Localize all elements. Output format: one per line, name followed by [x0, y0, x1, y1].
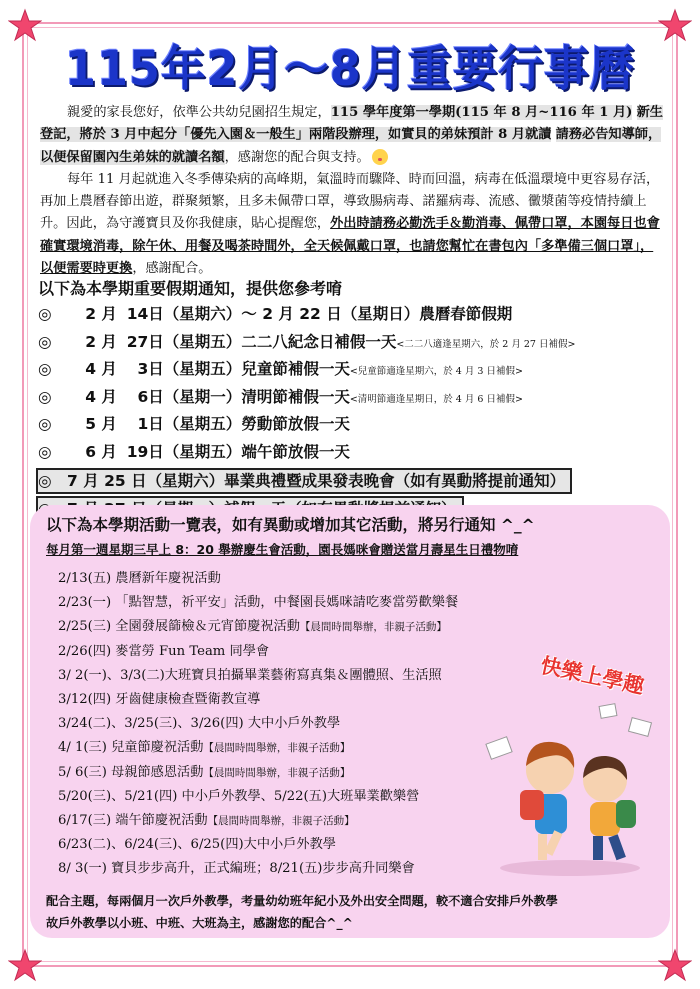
bullet-symbol: ◎	[38, 442, 52, 461]
intro-highlight: 請務必告知導師，以便保留園內生弟妹的就讀名額	[40, 127, 662, 165]
activity-text: 8/ 3(一) 寶貝步步高升，正式編班；8/21(五)步步高升同樂會	[58, 861, 415, 877]
activity-note: 【晨間時間舉辦，非親子活動】	[299, 621, 447, 634]
intro-text: 親愛的家長您好，依準公共幼兒園招生規定，	[67, 105, 331, 120]
holiday-row: ◎ 4 月 3日（星期五）兒童節補假一天<兒童節適逢星期六，於 4 月 3 日補假>	[38, 357, 668, 385]
kids-running-illustration	[480, 700, 660, 880]
bullet-symbol: ◎	[38, 305, 52, 323]
holiday-row: ◎ 2 月 27日（星期五）二二八紀念日補假一天<二二八適逢星期六，於 2 月 27 日補假>	[38, 330, 668, 358]
star-icon	[658, 948, 692, 982]
holiday-event: 端午節放假一天	[241, 442, 350, 461]
holiday-month: 6	[85, 442, 96, 461]
page-title: 115年2月～8月重要行事曆	[64, 41, 636, 97]
activity-text: 3/24(二)、3/25(三)、3/26(四) 大中小戶外教學	[58, 716, 341, 732]
intro-underlined: 外出時請務必勤洗手＆勤消毒、佩帶口罩，本園每日也會確實環境消毒，除午休、用餐及喝茶時間外，全天候佩戴口罩，也請您幫忙在書包內「多準備三個口罩」，以便需要時更換	[40, 216, 660, 277]
activity-item	[58, 640, 618, 664]
intro-text: 每年 11 月起就進入冬季傳染病的高峰期，氣溫時而驟降、時而回溫，病毒在低溫環境中更容易存活，再加上農曆春節出遊，群聚頻繁，且多未佩帶口罩，導致腸病毒、諾羅病毒、流感、黴漿菌等疫情持續上升。因此，為守護寶貝及你我健康，貼心提醒您，	[40, 171, 660, 232]
activity-footer	[46, 890, 666, 934]
holiday-row: ◎ 5 月 1日（星期五）勞動節放假一天	[38, 412, 668, 440]
intro-paragraph-2	[40, 169, 665, 280]
holiday-month: 2	[85, 332, 96, 351]
activity-text: 3/12(四) 牙齒健康檢查暨衛教宣導	[58, 691, 261, 707]
holiday-weekday: 日（星期五）	[148, 360, 242, 378]
activity-heading: 以下為本學期活動一覽表，如有異動或增加其它活動，將另行通知 ^_^	[46, 516, 535, 534]
holiday-weekday: 日（星期一）	[148, 387, 242, 406]
activity-item	[58, 664, 618, 688]
holiday-event: 兒童節補假一天	[241, 360, 350, 378]
activity-text: 3/ 2(一)、3/3(二)大班寶貝拍攝畢業藝術寫真集＆團體照、生活照	[58, 667, 442, 683]
holiday-event: 勞動節放假一天	[241, 415, 350, 433]
holiday-month: 2	[85, 305, 96, 323]
intro-highlight: 新生登記，將於 3 月中起分「優先入園＆一般生」兩階段辦理，如實貝的弟妹預計 8 月就讀	[40, 105, 663, 143]
bullet-symbol: ◎	[38, 332, 52, 351]
holiday-row: ◎ 2 月 14日（星期六）～ 2 月 22 日（星期日）農曆春節假期	[38, 302, 668, 330]
holiday-heading: 以下為本學期重要假期通知，提供您參考唷	[38, 279, 343, 298]
bullet-symbol: ◎	[38, 360, 52, 378]
activity-item	[58, 591, 618, 615]
activity-text: 2/23(一) 「點智慧，祈平安」活動，中餐園長媽咪請吃麥當勞歡樂餐	[58, 595, 459, 611]
activity-text: 2/13(五) 農曆新年慶祝活動	[58, 571, 221, 586]
intro-section	[40, 102, 665, 280]
holiday-day: 19	[126, 442, 149, 461]
holiday-weekday: 日（星期五）	[148, 442, 242, 461]
star-icon	[8, 948, 42, 982]
activity-note: 【晨間時間舉辦，非親子活動】	[203, 766, 351, 779]
happy-school-sticker: 快樂上學趣	[538, 653, 647, 699]
footer-line: 配合主題，每兩個月一次戶外教學，考量幼幼班年紀小及外出安全問題，較不適合安排戶外教學	[46, 894, 558, 908]
holiday-day: 27	[126, 332, 149, 351]
holiday-event: 二二八紀念日補假一天	[241, 332, 397, 351]
holiday-month: 5	[85, 415, 96, 433]
intro-highlight: 115 學年度第一學期(115 年 8 月~116 年 1 月)	[330, 105, 633, 120]
holiday-event: 清明節補假一天	[241, 387, 350, 406]
holiday-row: ◎ 6 月 19日（星期五）端午節放假一天	[38, 440, 668, 468]
holiday-month: 4	[85, 387, 96, 406]
holiday-boxed-row: ◎ 7 月 25 日（星期六）畢業典禮暨成果發表晚會（如有異動將提前通知）	[36, 468, 572, 494]
holiday-note: <二二八適逢星期六，於 2 月 27 日補假>	[396, 338, 576, 350]
smile-emoji-icon	[372, 149, 388, 165]
holiday-day: 14	[126, 305, 149, 323]
holiday-list	[38, 302, 668, 467]
activity-text: 5/ 6(三) 母親節感恩活動	[58, 764, 204, 780]
holiday-section	[38, 275, 668, 523]
bullet-symbol: ◎	[38, 415, 52, 433]
holiday-note: <清明節適逢星期日，於 4 月 6 日補假>	[349, 393, 523, 405]
activity-text: 6/23(二)、6/24(三)、6/25(四)大中小戶外教學	[58, 837, 336, 853]
holiday-day: 3	[137, 360, 149, 378]
holiday-event: 農曆春節假期	[419, 305, 513, 323]
activity-text: 2/25(三) 全園發展篩檢＆元宵節慶祝活動	[58, 619, 300, 635]
holiday-weekday: 日（星期六）～ 2 月 22 日（星期日）	[148, 305, 420, 323]
activity-item	[58, 567, 618, 591]
intro-text: ，感謝您的配合與支持。	[224, 149, 370, 165]
holiday-note: <兒童節適逢星期六，於 4 月 3 日補假>	[349, 366, 523, 377]
holiday-weekday: 日（星期五）	[148, 415, 242, 433]
holiday-weekday: 日（星期五）	[148, 332, 242, 351]
intro-text: ，感謝配合。	[132, 261, 212, 277]
activity-item	[58, 615, 618, 639]
intro-paragraph-1	[40, 102, 665, 169]
activity-text: 2/26(四) 麥當勞 Fun Team 同學會	[58, 643, 270, 659]
bullet-symbol: ◎	[38, 387, 52, 406]
holiday-day: 1	[137, 415, 149, 433]
holiday-month: 4	[85, 360, 96, 378]
birthday-notice: 每月第一週星期三早上 8：20 舉辦慶生會活動，園長媽咪會贈送當月壽星生日禮物唷	[46, 542, 519, 557]
activity-note: 【晨間時間舉辦，非親子活動】	[203, 742, 351, 755]
activity-text: 6/17(三) 端午節慶祝活動	[58, 812, 208, 828]
activity-note: 【晨間時間舉辦，非親子活動】	[207, 814, 355, 827]
activity-text: 5/20(三)、5/21(四) 中小戶外教學、5/22(五)大班畢業歡樂營	[58, 788, 420, 804]
activity-text: 4/ 1(三) 兒童節慶祝活動	[58, 740, 204, 756]
holiday-day: 6	[137, 387, 149, 406]
footer-line: 故戶外教學以小班、中班、大班為主，感謝您的配合^_^	[46, 916, 353, 930]
holiday-row: ◎ 4 月 6日（星期一）清明節補假一天<清明節適逢星期日，於 4 月 6 日補假>	[38, 385, 668, 413]
